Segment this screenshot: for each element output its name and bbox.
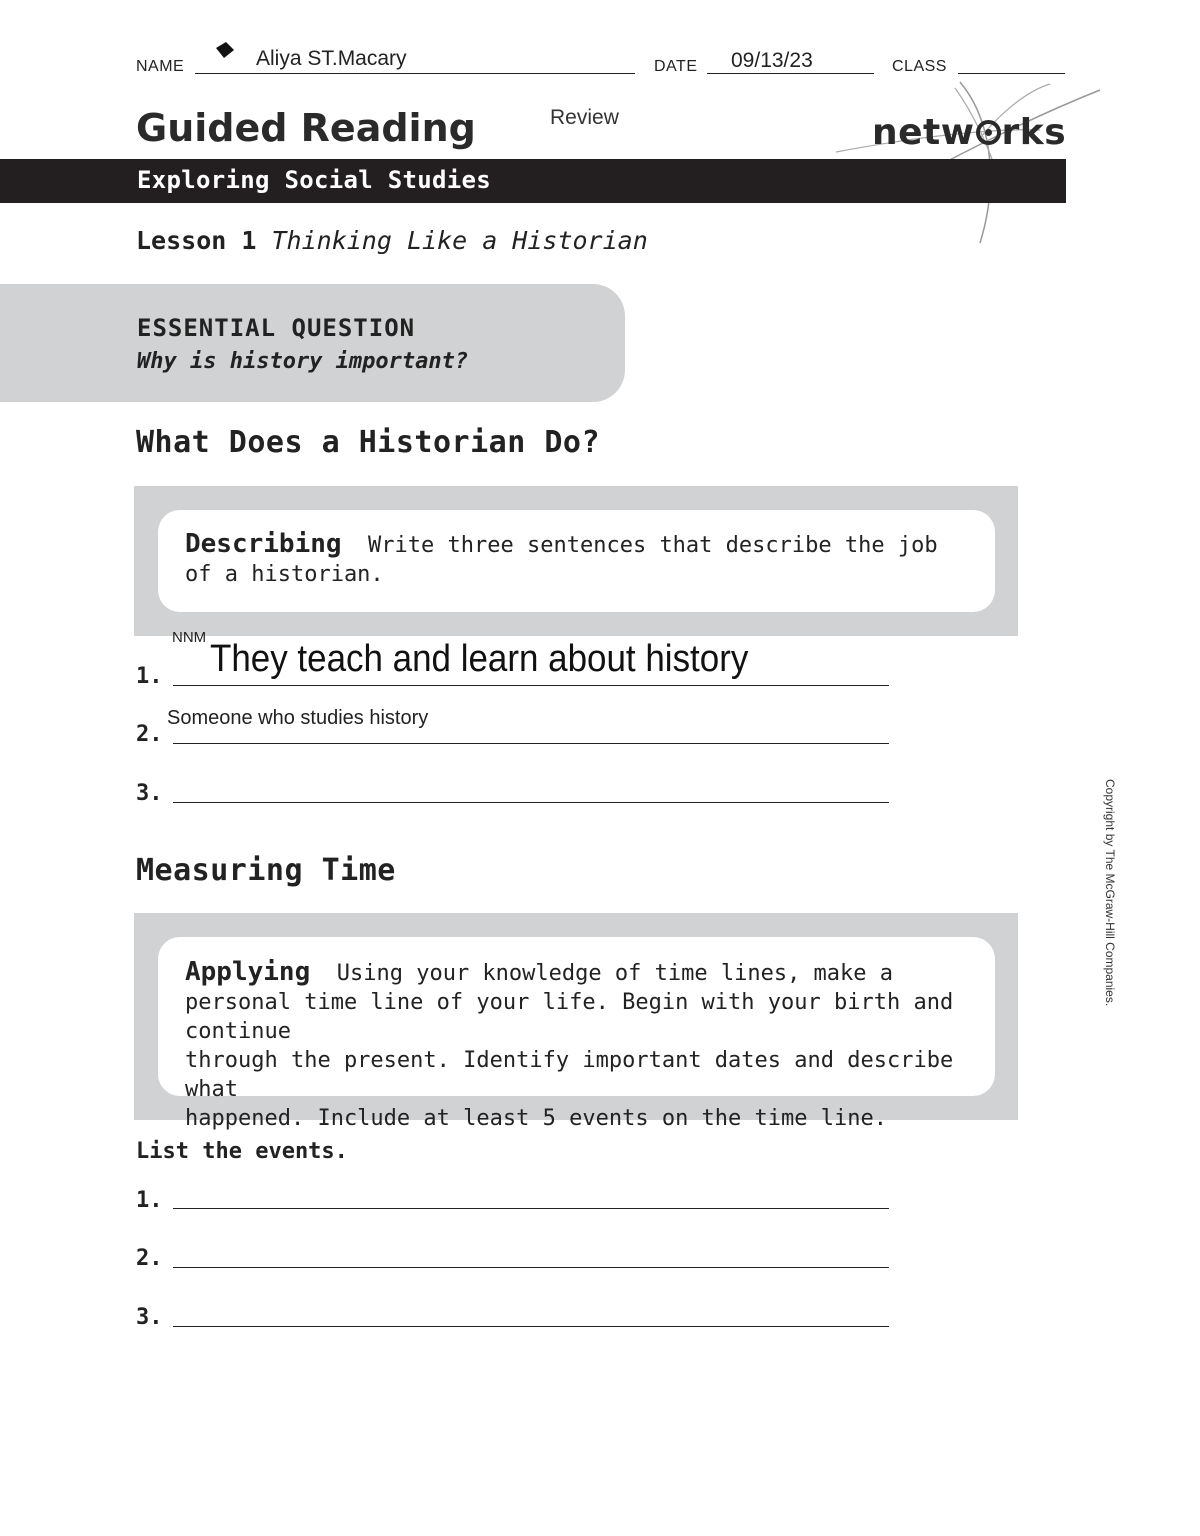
banner-title: Exploring Social Studies [137,166,491,194]
applying-line-4: happened. Include at least 5 events on the time line. [185,1106,887,1131]
answer1-number: 1. [136,664,163,689]
essential-question-text: Why is history important? [137,349,469,374]
applying-line-2: personal time line of your life. Begin with your birth and continue [185,990,954,1044]
applying-prompt [185,958,985,1133]
cursor-mark-icon [212,40,238,64]
review-note: Review [550,106,619,129]
date-value[interactable]: 09/13/23 [731,49,813,72]
name-label: NAME [136,58,185,75]
describing-label: Describing [185,529,342,559]
event2-line [173,1267,889,1268]
lesson-heading [136,226,648,255]
applying-line-3: through the present. Identify important dates and describe what [185,1048,954,1102]
date-label: DATE [654,58,698,75]
event3-line [173,1326,889,1327]
brand-o-icon [976,120,1001,145]
event1-number: 1. [136,1188,163,1213]
event3-number: 3. [136,1305,163,1330]
describing-text: Write three sentences that describe the job of a historian. [185,533,938,587]
name-value[interactable]: Aliya ST.Macary [256,47,407,70]
answer2-text[interactable]: Someone who studies history [167,707,429,729]
page-title: Guided Reading [136,106,476,150]
networks-logo [872,112,1066,153]
section2-heading: Measuring Time [136,853,396,888]
applying-label: Applying [185,957,311,987]
describing-prompt [185,530,975,589]
list-events-heading: List the events. [136,1139,348,1164]
answer3-number: 3. [136,781,163,806]
answer1-text[interactable]: They teach and learn about history [210,638,749,680]
answer1-note: NNM [172,629,207,646]
section1-heading: What Does a Historian Do? [136,425,601,460]
applying-line-1 [185,958,985,988]
date-line [707,73,874,74]
class-label: CLASS [892,58,947,75]
event2-number: 2. [136,1246,163,1271]
copyright-notice: Copyright by The McGraw-Hill Companies. [1103,779,1117,1007]
brand-text-start: netw [872,112,975,153]
class-line [958,73,1065,74]
answer3-line [173,802,889,803]
event1-line [173,1208,889,1209]
answer2-number: 2. [136,722,163,747]
lesson-name: Thinking Like a Historian [271,226,648,255]
answer2-line [173,743,889,744]
essential-question-heading: ESSENTIAL QUESTION [137,314,416,342]
applying-line-1-text: Using your knowledge of time lines, make a [336,961,894,986]
brand-text-end: rks [1001,112,1067,153]
name-line [195,73,635,74]
lesson-number: Lesson 1 [136,226,257,255]
answer1-line [173,685,889,686]
essential-question-box [0,284,625,402]
